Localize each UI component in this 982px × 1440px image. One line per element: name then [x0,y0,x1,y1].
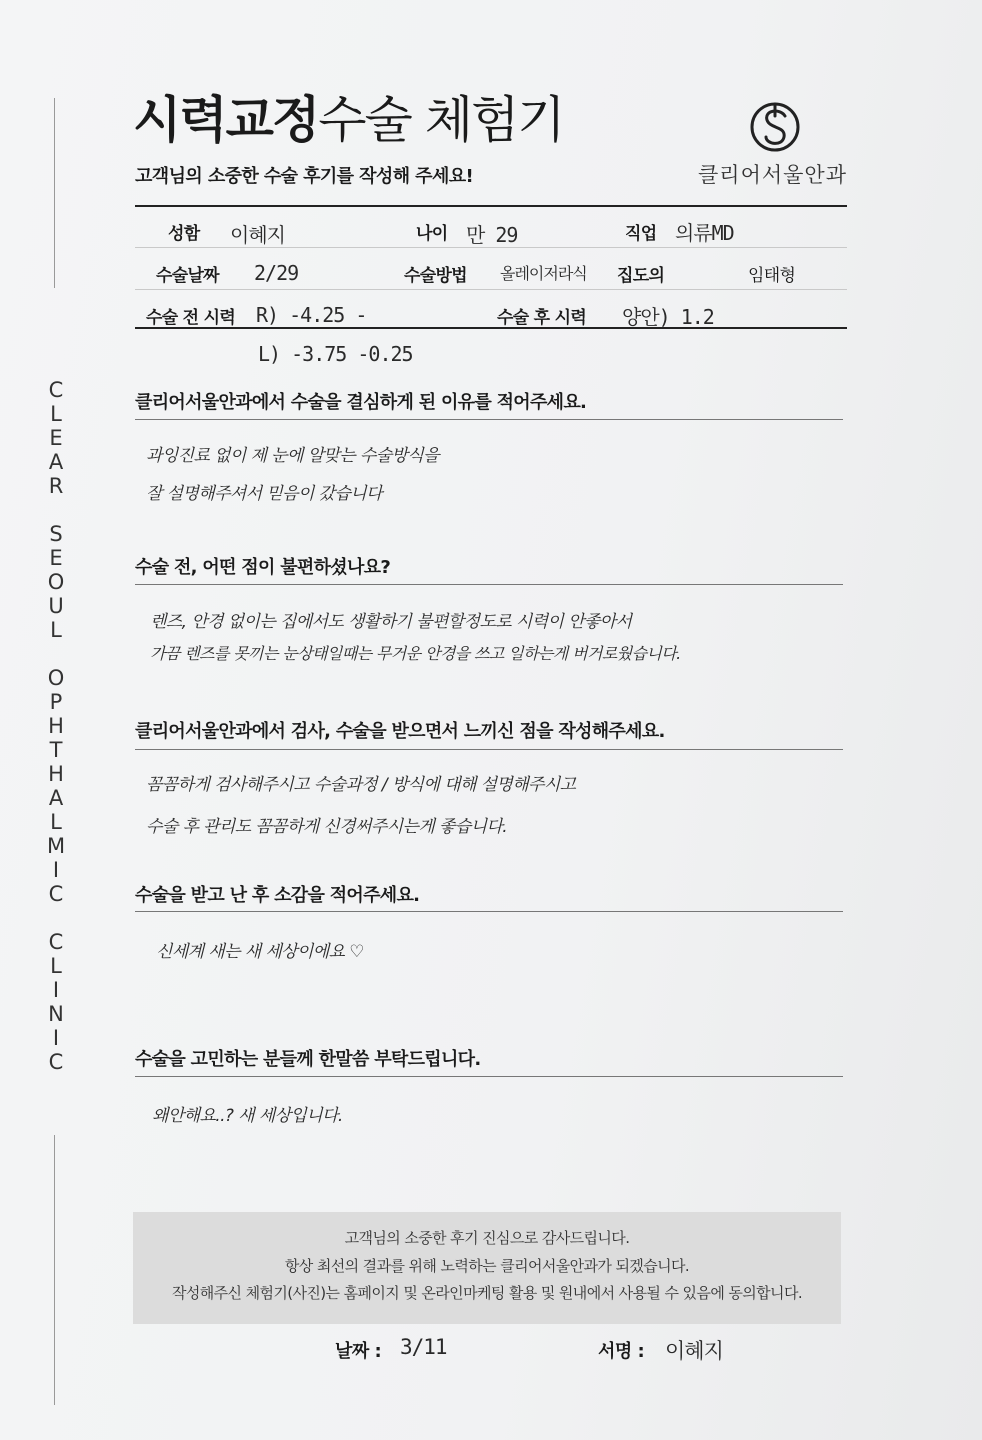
pre-vision-right: R) -4.25 - [256,303,367,327]
post-vision-value: 양안) 1.2 [622,305,714,329]
page-subtitle: 고객님의 소중한 수술 후기를 작성해 주세요! [135,166,474,187]
question-2: 수술 전, 어떤 점이 불편하셨나요? [135,557,391,578]
surgeon-label: 집도의 [617,266,665,286]
answer-1-line-1: 과잉진료 없이 제 눈에 알맞는 수술방식을 [146,446,439,466]
notice-line-1: 고객님의 소중한 후기 진심으로 감사드립니다. [344,1229,630,1247]
side-vertical-brand-text: CLEAR SEOUL OPHTHALMIC CLINIC [44,378,68,1074]
patient-info-table [135,205,847,329]
pre-vision-label: 수술 전 시력 [146,308,236,328]
title-bold: 시력교정 [133,91,319,149]
answer-3-line-2: 수술 후 관리도 꼼꼼하게 신경써주시는게 좋습니다. [146,817,508,837]
question-4-rule [135,911,843,912]
footer-sign-label: 서명 : [598,1341,645,1362]
answer-1-line-2: 잘 설명해주셔서 믿음이 갔습니다 [146,484,382,504]
question-5: 수술을 고민하는 분들께 한말씀 부탁드립니다. [135,1049,481,1070]
surgery-date-label: 수술날짜 [156,266,219,286]
side-divider-bottom [54,1135,55,1405]
info-top-rule [135,205,847,207]
answer-5-line-1: 왜안해요..? 새 세상입니다. [152,1106,343,1126]
pre-vision-left: L) -3.75 -0.25 [258,342,413,366]
answer-4-line-1: 신세계 새는 새 세상이에요 ♡ [156,942,364,962]
age-label: 나이 [416,224,448,244]
surgeon-value: 임태형 [748,266,796,286]
question-1-rule [135,419,843,420]
info-bottom-rule [135,327,847,329]
footer-signature: 이혜지 [665,1339,723,1363]
age-value: 만 29 [466,223,518,247]
surgery-date-value: 2/29 [254,261,299,285]
footer-date-label: 날짜 : [335,1341,382,1362]
title-light: 수술 체험기 [318,91,564,149]
notice-line-3: 작성해주신 체험기(사진)는 홈페이지 및 온라인마케팅 활용 및 원내에서 사용될 수 있음에 동의합니다. [171,1284,802,1302]
notice-line-2: 항상 최선의 결과를 위해 노력하는 클리어서울안과가 되겠습니다. [284,1257,690,1275]
surgery-method-label: 수술방법 [404,266,467,286]
info-row-divider [135,289,847,290]
question-4: 수술을 받고 난 후 소감을 적어주세요. [135,885,420,906]
job-label: 직업 [625,224,657,244]
side-divider-top [54,98,55,288]
question-3-rule [135,749,843,750]
post-vision-label: 수술 후 시력 [497,308,587,328]
answer-2-line-1: 렌즈, 안경 없이는 집에서도 생활하기 불편할정도로 시력이 안좋아서 [150,612,632,632]
footer-date-value: 3/11 [400,1335,447,1359]
surgery-method-value: 올레이저라식 [500,264,587,283]
clinic-brand-name: 클리어서울안과 [698,163,848,187]
clinic-logo-icon [740,92,810,162]
answer-3-line-1: 꼼꼼하게 검사해주시고 수술과정 / 방식에 대해 설명해주시고 [146,775,576,795]
page-title [133,88,564,152]
name-value: 이혜지 [230,223,285,247]
consent-notice-box [133,1212,841,1324]
job-value: 의류MD [675,221,734,245]
question-5-rule [135,1076,843,1077]
answer-2-line-2: 가끔 렌즈를 못끼는 눈상태일때는 무거운 안경을 쓰고 일하는게 버거로웠습니다. [150,644,681,663]
question-2-rule [135,584,843,585]
question-3: 클리어서울안과에서 검사, 수술을 받으면서 느끼신 점을 작성해주세요. [135,721,665,742]
name-label: 성함 [168,224,200,244]
question-1: 클리어서울안과에서 수술을 결심하게 된 이유를 적어주세요. [135,392,587,413]
